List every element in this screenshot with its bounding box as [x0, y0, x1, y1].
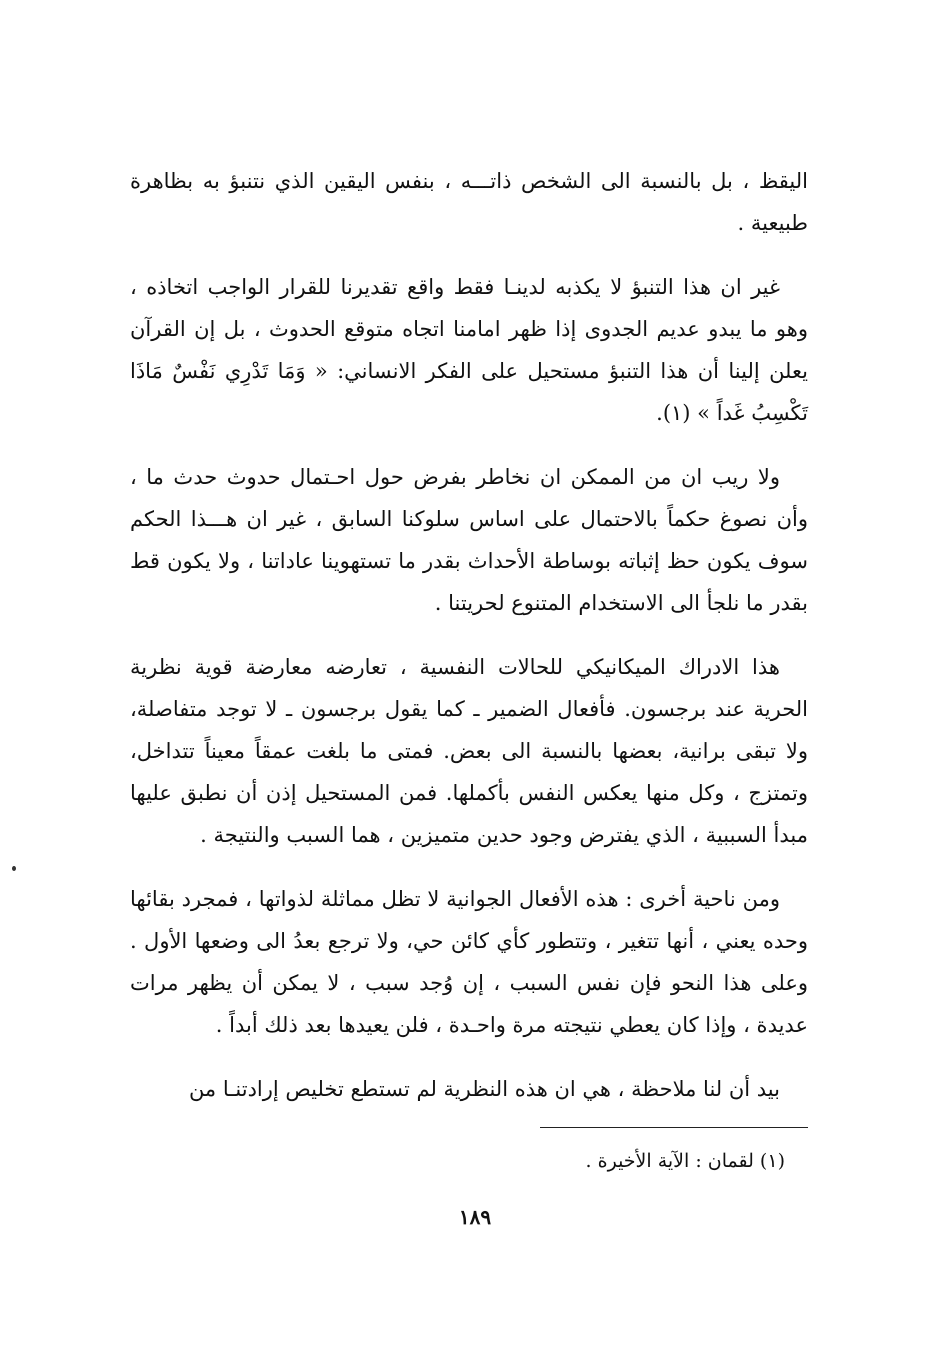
body-text	[130, 160, 808, 1110]
paragraph-5: ومن ناحية أخرى : هذه الأفعال الجوانية لا تظل مماثلة لذواتها ، فمجرد بقائها وحده يعني ، أنها تتغير ، وتتطور كأي كائن حي، ولا ترجع بعدُ الى وضعها الأول . وعلى هذا النحو فإن نفس السبب ، إن وُجد سبب ، لا يمكن أن يظهر مرات عديدة ، وإذا كان يعطي نتيجته مرة واحـدة ، فلن يعيدها بعد ذلك أبداً .	[130, 887, 808, 1037]
footnote-divider	[540, 1127, 808, 1128]
paragraph-4: هذا الادراك الميكانيكي للحالات النفسية ، تعارضه معارضة قوية نظرية الحرية عند برجسون. فأفعال الضمير ـ كما يقول برجسون ـ لا توجد متفاصلة، ولا تبقى برانية، بعضها بالنسبة الى بعض. فمتى ما بلغت عمقاً معيناً تتداخل، وتمتزج ، وكل منها يعكس النفس بأكملها. فمن المستحيل إذن أن نطبق عليها مبدأ السببية ، الذي يفترض وجود حدين متميزين ، هما السبب والنتيجة .	[130, 655, 808, 847]
paragraph-2: غير ان هذا التنبؤ لا يكذبه لدينـا فقط واقع تقديرنا للقرار الواجب اتخاذه ، وهو ما يبدو عديم الجدوى إذا ظهر امامنا اتجاه متوقع الحدوث ، بل إن القرآن يعلن إلينا أن هذا التنبؤ مستحيل على الفكر الانساني: « وَمَا تَدْرِي نَفْسٌ مَاذَا تَكْسِبُ غَداً » (١).	[130, 275, 808, 425]
footnote: (١) لقمان : الآية الأخيرة .	[585, 1150, 785, 1172]
paragraph-1: اليقظ ، بل بالنسبة الى الشخص ذاتـــه ، بنفس اليقين الذي نتنبؤ به بظاهرة طبيعية .	[130, 169, 808, 235]
scan-speck	[12, 866, 16, 871]
paragraph-6: بيد أن لنا ملاحظة ، هي ان هذه النظرية لم تستطع تخليص إرادتنـا من	[188, 1077, 780, 1101]
page-number: ١٨٩	[458, 1205, 492, 1229]
paragraph-3: ولا ريب ان من الممكن ان نخاطر بفرض حول احـتمال حدوث حدث ما ، وأن نصوغ حكماً بالاحتمال على اساس سلوكنا السابق ، غير ان هـــذا الحكم سوف يكون حظ إثباته بوساطة الأحداث بقدر ما تستهوينا عاداتنا ، ولا يكون قط بقدر ما نلجأ الى الاستخدام المتنوع لحريتنا .	[130, 465, 808, 615]
